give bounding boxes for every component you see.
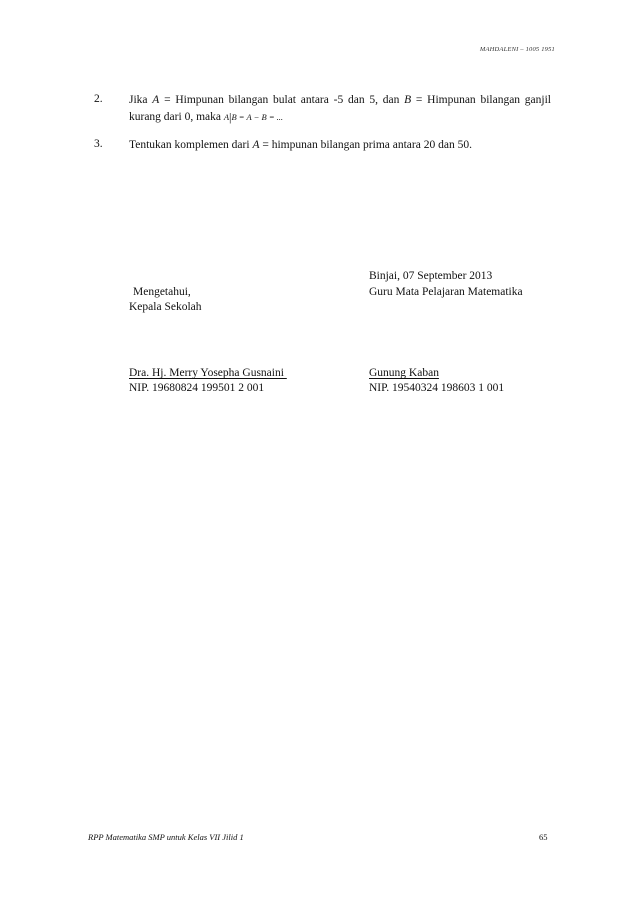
- teacher-nip: NIP. 19540324 198603 1 001: [369, 382, 505, 394]
- text-segment: kurang dari 0, maka: [129, 111, 224, 123]
- running-head: MAHDALENI – 1005 1951: [479, 46, 555, 53]
- set-expression: [224, 112, 283, 122]
- footer-book-title: RPP Matematika SMP untuk Kelas VII Jilid 1: [88, 832, 244, 842]
- math-expression: B = A − B = ...: [231, 112, 284, 122]
- principal-name: Dra. Hj. Merry Yosepha Gusnaini: [129, 367, 287, 379]
- math-var-a: A: [223, 112, 230, 122]
- teacher-role: Guru Mata Pelajaran Matematika: [369, 286, 523, 298]
- question-2-line-1: [129, 92, 551, 109]
- text-segment: = himpunan bilangan prima antara 20 dan 50.: [259, 139, 472, 151]
- question-number: 2.: [94, 93, 103, 105]
- place-date: Binjai, 07 September 2013: [369, 270, 493, 282]
- question-number: 3.: [94, 138, 103, 150]
- principal-nip: NIP. 19680824 199501 2 001: [129, 382, 265, 394]
- text-segment: Tentukan komplemen dari: [129, 139, 253, 151]
- question-2-line-2: [129, 109, 551, 126]
- principal-role: Kepala Sekolah: [129, 301, 202, 313]
- variable-a: A: [252, 139, 260, 151]
- math-bar: |: [229, 110, 232, 124]
- acknowledge-label: Mengetahui,: [133, 286, 191, 298]
- page-number: 65: [539, 832, 548, 842]
- question-3-text: [129, 137, 472, 154]
- variable-a: A: [152, 94, 160, 106]
- text-segment: = Himpunan bilangan bulat antara -5 dan 5, dan: [159, 94, 405, 106]
- variable-b: B: [404, 94, 412, 106]
- text-segment: = Himpunan bilangan ganjil: [411, 94, 551, 106]
- teacher-name: Gunung Kaban: [369, 367, 439, 379]
- question-2-text: [129, 92, 551, 126]
- text-segment: Jika: [129, 94, 153, 106]
